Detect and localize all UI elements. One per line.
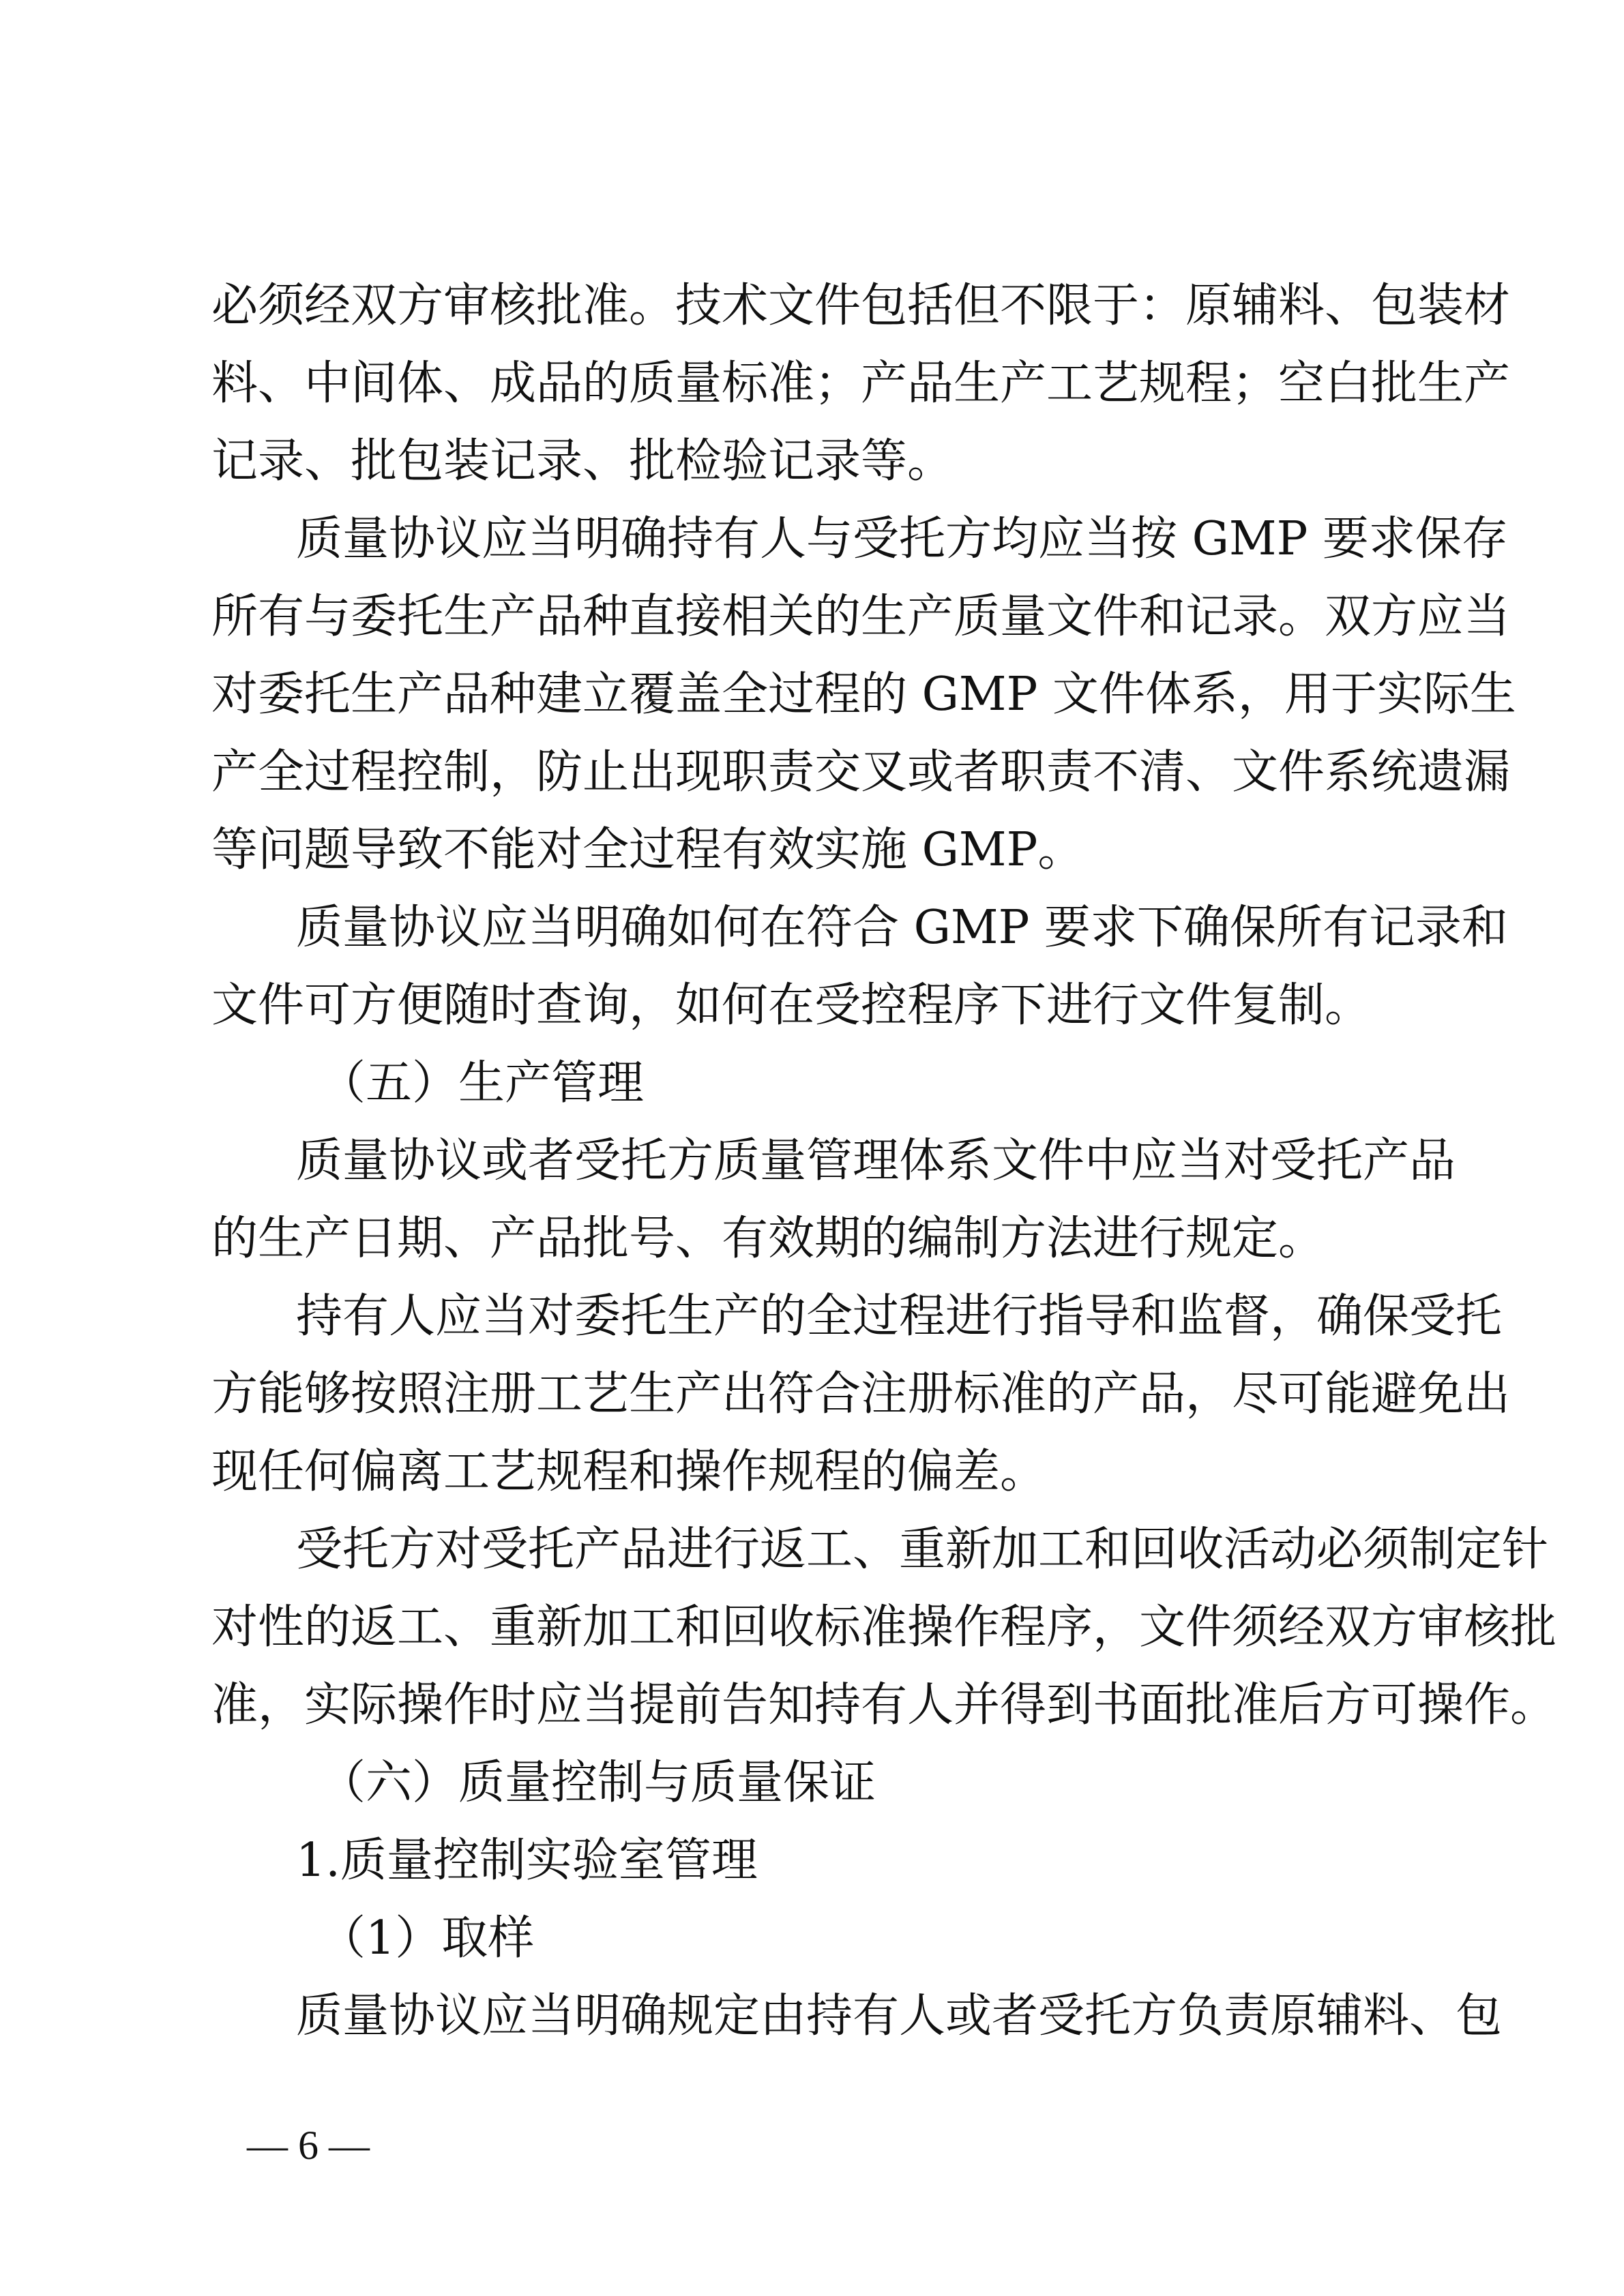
text-line: 现任何偏离工艺规程和操作规程的偏差。 bbox=[211, 1445, 1047, 1499]
text-line: 产全过程控制，防止出现职责交叉或者职责不清、文件系统遗漏 bbox=[211, 745, 1511, 799]
subsubsection-heading: （1）取样 bbox=[319, 1911, 535, 1965]
paragraph-start-line: 持有人应当对委托生产的全过程进行指导和监督，确保受托 bbox=[296, 1289, 1503, 1343]
paragraph-start-line: 质量协议或者受托方质量管理体系文件中应当对受托产品 bbox=[296, 1134, 1456, 1188]
text-line: 准，实际操作时应当提前告知持有人并得到书面批准后方可操作。 bbox=[211, 1678, 1557, 1732]
paragraph-start-line: 质量协议应当明确规定由持有人或者受托方负责原辅料、包 bbox=[296, 1989, 1503, 2043]
text-line: 对性的返工、重新加工和回收标准操作程序，文件须经双方审核批 bbox=[211, 1600, 1557, 1654]
text-line: 记录、批包装记录、批检验记录等。 bbox=[211, 434, 954, 488]
text-line: 方能够按照注册工艺生产出符合注册标准的产品，尽可能避免出 bbox=[211, 1367, 1511, 1421]
text-line: 所有与委托生产品种直接相关的生产质量文件和记录。双方应当 bbox=[211, 590, 1511, 644]
paragraph-start-line: 质量协议应当明确持有人与受托方均应当按 GMP 要求保存 bbox=[296, 512, 1508, 566]
paragraph-start-line: 质量协议应当明确如何在符合 GMP 要求下确保所有记录和 bbox=[296, 901, 1508, 955]
text-line: 文件可方便随时查询，如何在受控程序下进行文件复制。 bbox=[211, 979, 1372, 1032]
text-line: 的生产日期、产品批号、有效期的编制方法进行规定。 bbox=[211, 1212, 1325, 1266]
page-number: — 6 — bbox=[247, 2123, 370, 2168]
paragraph-start-line: 受托方对受托产品进行返工、重新加工和回收活动必须制定针 bbox=[296, 1523, 1549, 1577]
subsection-heading: 1.质量控制实验室管理 bbox=[296, 1834, 758, 1888]
section-heading: （五）生产管理 bbox=[319, 1056, 645, 1110]
text-line: 必须经双方审核批准。技术文件包括但不限于：原辅料、包装材 bbox=[211, 279, 1511, 333]
text-line: 对委托生产品种建立覆盖全过程的 GMP 文件体系，用于实际生 bbox=[211, 668, 1516, 721]
section-heading: （六）质量控制与质量保证 bbox=[319, 1756, 876, 1810]
document-body bbox=[211, 267, 1557, 2055]
text-line: 等问题导致不能对全过程有效实施 GMP。 bbox=[211, 823, 1084, 877]
text-line: 料、中间体、成品的质量标准；产品生产工艺规程；空白批生产 bbox=[211, 357, 1511, 411]
